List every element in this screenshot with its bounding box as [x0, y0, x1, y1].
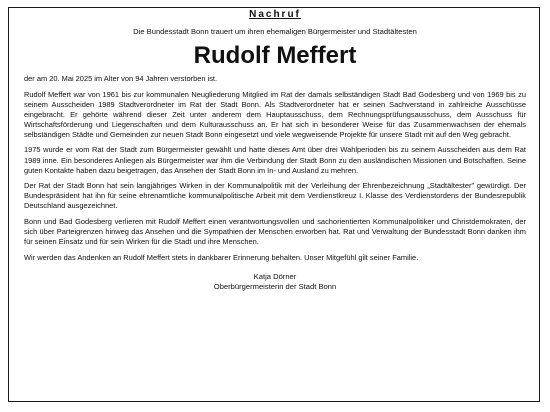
- signature-name: Katja Dörner: [253, 271, 297, 281]
- deceased-name: Rudolf Meffert: [193, 42, 357, 69]
- paragraph-council-career: Rudolf Meffert war von 1961 bis zur kommunalen Neugliederung Mitglied im Rat der damals selbständigen Stadt Bad Godesberg und von 1969 bis zu seinem Ausscheiden 1989 Stadtverordneter im Rat der Stadt Bonn. Als Stadtverordneter hat er seinen Sachverstand in zahlreiche Ausschüsse eingebracht. Er gehörte während dieser Zeit unter anderem dem Hauptausschuss, dem Rechnungsprüfungsausschuss, dem Ausschuss für Wirtschaftsförderung und Liegenschaften und dem Kulturausschuss an. Er hat sich in besonderer Weise für das Zusammenwachsen der ehemals selbständigen Städte und Gemeinden zur neuen Stadt Bonn eingesetzt und viele wegweisende Projekte für unsere Stadt mit auf den Weg gebracht.: [24, 89, 526, 139]
- paragraph-loss: Bonn und Bad Godesberg verlieren mit Rudolf Meffert einen verantwortungsvollen und sachorientierten Kommunalpolitiker und Christdemokraten, der sich über Parteigrenzen hinweg das Ansehen und die Sympathien der Menschen erworben hat. Rat und Verwaltung der Bundesstadt Bonn danken ihm für seinen Einsatz und für sein Wirken für die Stadt und ihre Menschen.: [24, 216, 526, 247]
- obituary-content: [24, 9, 526, 293]
- paragraph-death-date: der am 20. Mai 2025 im Alter von 94 Jahren verstorben ist.: [24, 74, 218, 83]
- paragraph-remembrance: Wir werden das Andenken an Rudolf Meffert stets in dankbarer Erinnerung behalten. Unser Mitgefühl gilt seiner Familie.: [24, 252, 419, 262]
- heading-nachruf: Nachruf: [249, 9, 301, 20]
- paragraph-honors: Der Rat der Stadt Bonn hat sein langjähriges Wirken in der Kommunalpolitik mit der Verleihung der Ehrenbezeichnung „Stadtältester" gewürdigt. Der Bundespräsident hat ihn für seine ehrenamtliche kommunalpolitische Arbeit mit dem Verdienstkreuz I. Klasse des Verdienstordens der Bundesrepublik Deutschland ausgezeichnet.: [24, 181, 526, 211]
- signature-title: Oberbürgermeisterin der Stadt Bonn: [213, 282, 337, 292]
- intro-text: Die Bundesstadt Bonn trauert um ihren ehemaligen Bürgermeister und Stadtältesten: [133, 27, 417, 36]
- paragraph-mayor-term: 1975 wurde er vom Rat der Stadt zum Bürgermeister gewählt und hatte dieses Amt über drei Wahlperioden bis zu seinem Ausscheiden aus dem Rat 1989 inne. Ein besonderes Anliegen als Bürgermeister war ihm die Verbindung der Stadt Bonn zu den ausländischen Missionen und Botschaften. Seine guten Kontakte haben dazu beigetragen, das Ansehen der Stadt Bonn im In- und Ausland zu mehren.: [24, 145, 526, 175]
- signature-block: [24, 272, 526, 293]
